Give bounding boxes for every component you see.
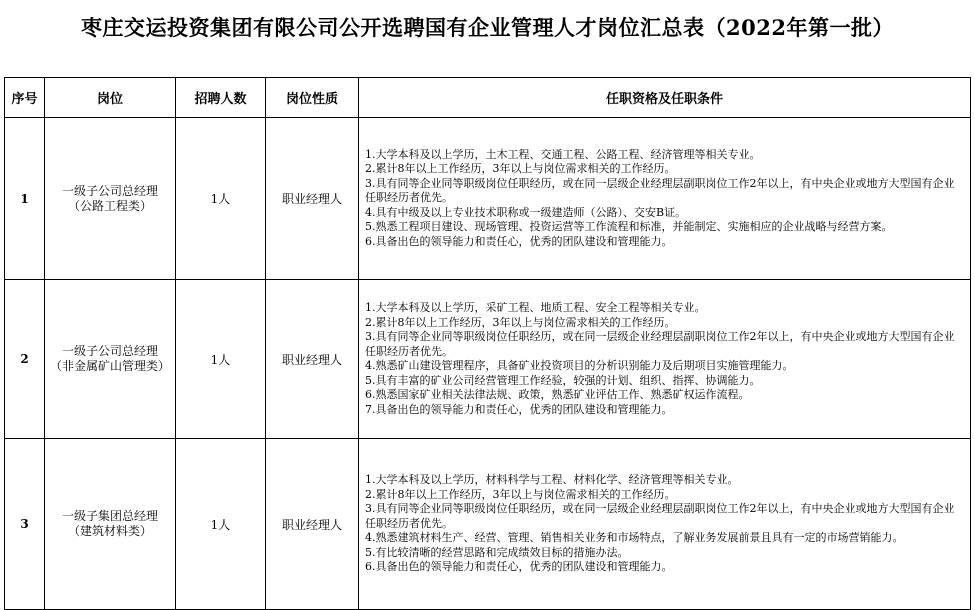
row-count: 1人 [176, 439, 266, 610]
positions-table [4, 77, 971, 610]
requirement-item: 4.具有中级及以上专业技术职称或一级建造师（公路）、交安B证。 [365, 205, 687, 219]
requirement-item: 1.大学本科及以上学历，土木工程、交通工程、公路工程、经济管理等相关专业。 [365, 147, 761, 161]
row-nature: 职业经理人 [266, 439, 359, 610]
header-requirements: 任职资格及任职条件 [359, 78, 971, 118]
row-position [45, 118, 176, 280]
row-seq: 2 [5, 280, 45, 439]
row-requirements [359, 118, 971, 280]
row-position [45, 280, 176, 439]
header-seq: 序号 [5, 78, 45, 118]
row-requirements [359, 439, 971, 610]
requirement-item: 1.大学本科及以上学历，采矿工程、地质工程、安全工程等相关专业。 [365, 301, 706, 314]
header-nature: 岗位性质 [266, 78, 359, 118]
header-position: 岗位 [45, 78, 176, 118]
requirement-item: 2.累计8年以上工作经历，3年以上与岗位需求相关的工作经历。 [365, 315, 676, 329]
row-count: 1人 [176, 280, 266, 439]
header-count: 招聘人数 [176, 78, 266, 118]
requirement-item: 4.熟悉矿山建设管理程序，具备矿业投资项目的分析识别能力及后期项目实施管理能力。 [365, 359, 794, 372]
table-row [5, 118, 971, 280]
table-row [5, 439, 971, 610]
requirement-item: 5.有比较清晰的经营思路和完成绩效目标的措施办法。 [365, 545, 629, 559]
requirement-item: 2.累计8年以上工作经历，3年以上与岗位需求相关的工作经历。 [365, 487, 676, 501]
requirement-item: 3.具有同等企业同等职级岗位任职经历，或在同一层级企业经理层副职岗位工作2年以上，有中央企业或地方大型国有企业任职经历者优先。 [365, 330, 955, 358]
row-requirements [359, 280, 971, 439]
requirement-item: 5.熟悉工程项目建设、现场管理、投资运营等工作流程和标准，并能制定、实施相应的企业战略与经营方案。 [365, 220, 893, 234]
requirement-item: 5.具有丰富的矿业公司经营管理工作经验，较强的计划、组织、指挥、协调能力。 [365, 373, 761, 387]
table-header-row [5, 78, 971, 118]
position-title: 一级子公司总经理 [61, 183, 158, 198]
row-seq: 1 [5, 118, 45, 280]
row-position [45, 439, 176, 610]
requirement-item: 7.具备出色的领导能力和责任心，优秀的团队建设和管理能力。 [365, 402, 673, 416]
row-seq: 3 [5, 439, 45, 610]
row-nature: 职业经理人 [266, 118, 359, 280]
row-nature: 职业经理人 [266, 280, 359, 439]
requirement-item: 4.熟悉建筑材料生产、经营、管理、销售相关业务和市场特点，了解业务发展前景且具有一定的市场营销能力。 [365, 531, 904, 545]
requirement-item: 6.具备出色的领导能力和责任心，优秀的团队建设和管理能力。 [365, 560, 673, 574]
requirement-item: 2.累计8年以上工作经历，3年以上与岗位需求相关的工作经历。 [365, 162, 676, 176]
row-count: 1人 [176, 118, 266, 280]
page-title: 枣庄交运投资集团有限公司公开选聘国有企业管理人才岗位汇总表（2022年第一批） [81, 15, 894, 40]
position-title: 一级子公司总经理 [61, 344, 158, 358]
requirement-item: 1.大学本科及以上学历，材料科学与工程、材料化学、经济管理等相关专业。 [365, 473, 739, 487]
requirement-item: 6.熟悉国家矿业相关法律法规、政策，熟悉矿业评估工作、熟悉矿权运作流程。 [365, 388, 750, 401]
table-row [5, 280, 971, 439]
position-category: （非金属矿山管理类） [49, 359, 170, 373]
position-category: （建筑材料类） [67, 524, 152, 538]
requirement-item: 3.具有同等企业同等职级岗位任职经历，或在同一层级企业经理层副职岗位工作2年以上，有中央企业或地方大型国有企业任职经历者优先。 [365, 176, 955, 205]
requirement-item: 6.具备出色的领导能力和责任心，优秀的团队建设和管理能力。 [365, 234, 673, 248]
position-category: （公路工程类） [67, 198, 152, 213]
position-title: 一级子集团总经理 [61, 509, 158, 523]
requirement-item: 3.具有同等企业同等职级岗位任职经历，或在同一层级企业经理层副职岗位工作2年以上，有中央企业或地方大型国有企业任职经历者优先。 [365, 502, 955, 530]
